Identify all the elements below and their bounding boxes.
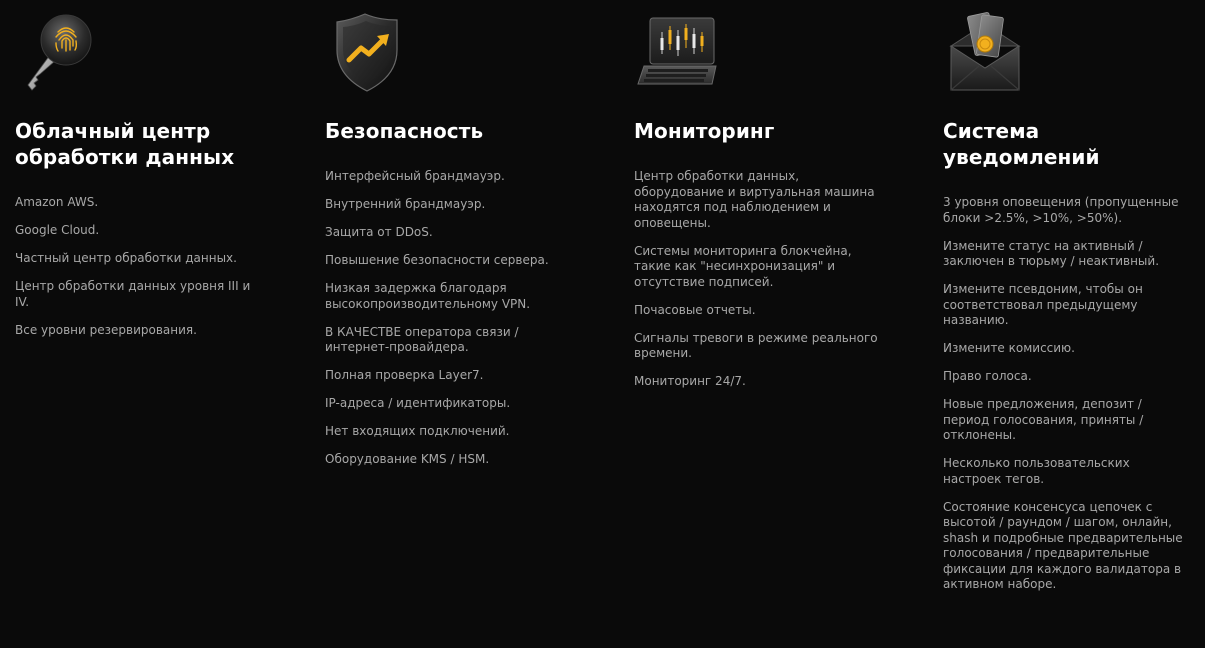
list-item: Почасовые отчеты. (634, 302, 756, 317)
list-item: Новые предложения, депозит / период голосования, приняты / отклонены. (943, 397, 1144, 442)
list-item: Google Cloud. (15, 223, 100, 237)
list-item: Центр обработки данных уровня III и IV. (15, 279, 251, 309)
list-item: Повышение безопасности сервера. (325, 253, 549, 267)
list-item: Состояние консенсуса цепочек с высотой / раундом / шагом, онлайн, shash и подробные предварительные голосования / предварительные фиксации для каждого валидатора в активном наборе. (943, 499, 1183, 591)
list-item: Системы мониторинга блокчейна, такие как "несинхронизация" и отсутствие подписей. (634, 243, 852, 289)
list-item: IP-адреса / идентификаторы. (325, 396, 511, 410)
list-item: Измените статус на активный / заключен в тюрьму / неактивный. (943, 238, 1160, 268)
list-item: Измените комиссию. (943, 341, 1075, 355)
list-item: 3 уровня оповещения (пропущенные блоки >2.5%, >10%, >50%). (943, 195, 1179, 225)
list-item: Amazon AWS. (15, 195, 99, 209)
feature-title: Безопасность (325, 119, 484, 143)
laptop-chart-icon (634, 10, 724, 100)
list-item: Частный центр обработки данных. (15, 251, 237, 265)
feature-list (943, 195, 1183, 605)
feature-title: Мониторинг (634, 119, 775, 143)
fingerprint-key-icon (20, 10, 110, 100)
list-item: Низкая задержка благодаря высокопроизводительному VPN. (325, 281, 531, 311)
feature-title: Облачный центр обработки данных (15, 119, 235, 169)
list-item: Право голоса. (943, 369, 1032, 383)
list-item: Защита от DDoS. (325, 225, 433, 239)
feature-list (634, 169, 878, 402)
list-item: Внутренний брандмауэр. (325, 197, 486, 211)
list-item: Интерфейсный брандмауэр. (325, 169, 505, 183)
shield-icon (329, 10, 419, 100)
list-item: Полная проверка Layer7. (325, 368, 484, 382)
list-item: Оборудование KMS / HSM. (325, 452, 490, 466)
list-item: Нет входящих подключений. (325, 424, 510, 438)
feature-list (325, 169, 565, 480)
list-item: Сигналы тревоги в режиме реального времени. (634, 330, 878, 360)
list-item: Мониторинг 24/7. (634, 374, 746, 388)
envelope-coins-icon (945, 10, 1035, 100)
list-item: Центр обработки данных, оборудование и виртуальная машина находятся под наблюдением и оповещены. (634, 169, 875, 230)
list-item: Несколько пользовательских настроек тегов. (943, 456, 1130, 486)
list-item: В КАЧЕСТВЕ оператора связи / интернет-провайдера. (325, 324, 519, 354)
list-item: Измените псевдоним, чтобы он соответствовал предыдущему названию. (943, 282, 1143, 327)
feature-list (15, 195, 255, 351)
list-item: Все уровни резервирования. (15, 322, 197, 337)
feature-title: Система уведомлений (943, 119, 1100, 169)
